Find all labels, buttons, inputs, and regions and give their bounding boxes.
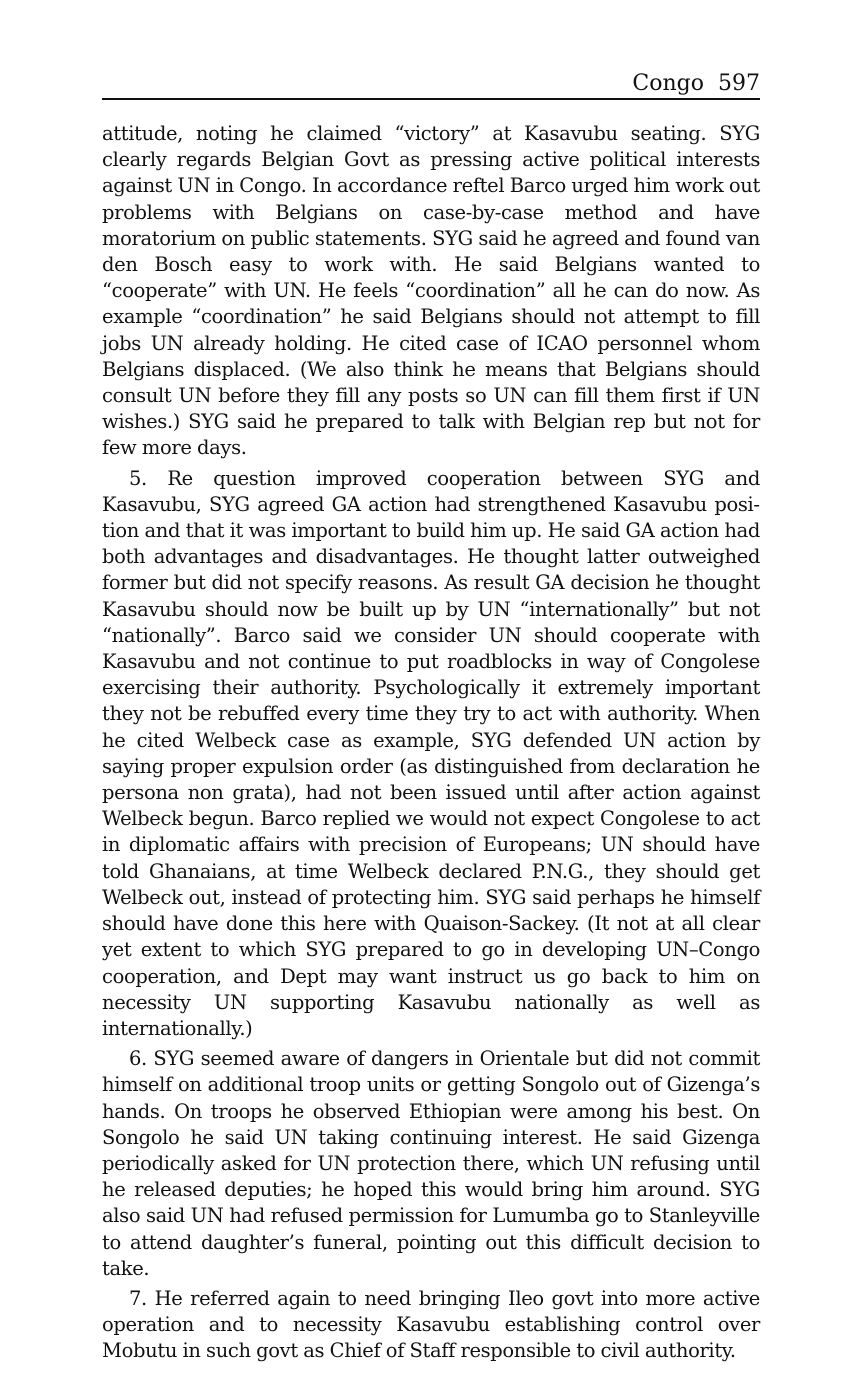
running-head-right [632,70,760,98]
paragraph-6: 6. SYG seemed aware of dangers in Orientale but did not commit himself on additional troop units or getting Songolo out of Gizenga’s hands. On troops he observed Ethiopian were among his best. On Songolo he said UN taking continuing interest. He said Gizenga periodically asked for UN protection there, which UN refusing until he released deputies; he hoped this would bring him around. SYG also said UN had refused permission for Lumumba go to Stanleyville to attend daughter’s funeral, pointing out this difficult decision to take. [102,1047,760,1280]
paragraph-continued: attitude, noting he claimed “victory” at Kasavubu seating. SYG clearly regards Belgian Govt as pressing active political interests against UN in Congo. In accordance reftel Barco urged him work out problems with Belgians on case-by-case method and have moratorium on public statements. SYG said he agreed and found van den Bosch easy to work with. He said Belgians wanted to “cooperate” with UN. He feels “coordination” all he can do now. As example “coordination” he said Belgians should not attempt to fill jobs UN already holding. He cited case of ICAO personnel whom Belgians displaced. (We also think he means that Belgians should consult UN before they fill any posts so UN can fill them first if UN wishes.) SYG said he prepared to talk with Belgian rep but not for few more days. [102,122,760,460]
body-text [102,121,760,1369]
page-number: 597 [718,71,760,96]
running-head [102,70,760,100]
paragraph-5: 5. Re question improved cooperation between SYG and Kasavubu, SYG agreed GA action had strengthened Kasavubu position and that it was important to build him up. He said GA action had both advantages and disadvantages. He thought latter outweighed former but did not specify reasons. As result GA decision he thought Kasavubu should now be built up by UN “internationally” but not “nationally”. Barco said we consider UN should cooperate with Kasavubu and not continue to put roadblocks in way of Congolese exercising their authority. Psychologically it extremely important they not be rebuffed every time they try to act with authority. When he cited Welbeck case as example, SYG defended UN action by saying proper expulsion order (as distinguished from declaration he persona non grata), had not been issued until after action against Welbeck begun. Barco replied we would not expect Congolese to act in diplomatic affairs with precision of Europeans; UN should have told Ghanaians, at time Welbeck declared P.N.G., they should get Welbeck out, instead of protecting him. SYG said perhaps he himself should have done this here with Quaison-Sackey. (It not at all clear yet extent to which SYG prepared to go in developing UN–Congo cooperation, and Dept may want instruct us go back to him on necessity UN supporting Kasavubu nationally as well as internationally.) [102,466,760,1040]
running-head-title: Congo [632,71,704,96]
paragraph-7: 7. He referred again to need bringing Ileo govt into more active operation and to necessity Kasavubu establishing control over Mobutu in such govt as Chief of Staff responsible to civil authority. [102,1286,760,1363]
